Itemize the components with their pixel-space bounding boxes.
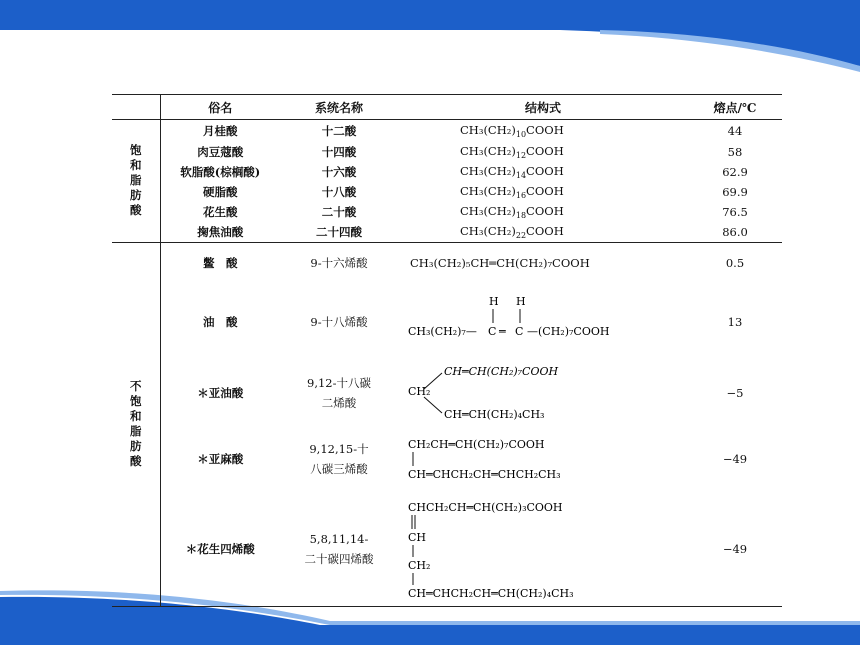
formula-segment: CH═CH(CH₂)₄CH₃ <box>444 408 545 421</box>
arachidonic-acid-structure <box>398 497 688 601</box>
systematic-name-line: 八碳三烯酸 <box>310 462 368 476</box>
melting-point: 58 <box>727 144 743 159</box>
systematic-name: 十二酸 <box>321 123 357 138</box>
structural-formula <box>398 182 688 202</box>
header-common-name: 俗名 <box>160 95 280 120</box>
formula-suffix: COOH <box>526 203 564 218</box>
melting-point: 62.9 <box>722 164 748 179</box>
group-char: 饱 <box>130 143 142 158</box>
structural-formula <box>398 162 688 182</box>
formula-subscript: 14 <box>515 170 527 180</box>
systematic-name-line: 5,8,11,14- <box>309 531 369 546</box>
systematic-name: 9-十八烯酸 <box>310 315 368 329</box>
common-name: 肉豆蔻酸 <box>197 144 244 159</box>
formula-prefix: CH₃(CH₂) <box>460 163 516 178</box>
systematic-name: 二十酸 <box>321 204 357 219</box>
common-name: 月桂酸 <box>203 123 238 138</box>
melting-point: −5 <box>726 386 744 400</box>
formula-suffix: COOH <box>526 143 564 158</box>
common-name: 花生酸 <box>203 204 238 219</box>
common-name: ＊花生四烯酸 <box>160 492 280 606</box>
table-row <box>112 120 782 142</box>
systematic-name <box>280 426 398 492</box>
header-systematic-name: 系统名称 <box>280 95 398 120</box>
group-char: 和 <box>130 409 142 423</box>
common-name: ＊亚麻酸 <box>197 452 244 466</box>
common-name: 鳖 酸 <box>203 256 238 271</box>
group-label-unsaturated <box>112 242 160 606</box>
systematic-name: 十四酸 <box>321 144 357 159</box>
melting-point: 13 <box>727 315 743 329</box>
formula-segment: C <box>488 325 497 338</box>
systematic-name: 十八酸 <box>321 184 357 199</box>
group-char: 酸 <box>130 203 142 218</box>
melting-point: 86.0 <box>688 222 782 243</box>
formula-suffix: COOH <box>526 163 564 178</box>
group-char: 脂 <box>130 173 142 188</box>
common-name: 硬脂酸 <box>203 184 238 199</box>
header-structure: 结构式 <box>398 95 688 120</box>
structural-formula <box>398 120 688 142</box>
double-bond: ═ <box>499 325 506 338</box>
systematic-name: 9-十六烯酸 <box>310 256 368 271</box>
formula-suffix: COOH <box>526 183 564 198</box>
formula-segment: —(CH₂)₇COOH <box>527 325 610 338</box>
table-row <box>112 202 782 222</box>
formula-segment: CH═CHCH₂CH═CH(CH₂)₄CH₃ <box>408 586 574 600</box>
formula-segment: C <box>515 325 524 338</box>
structural-formula <box>398 492 688 606</box>
systematic-name-line: 9,12,15-十 <box>309 442 369 456</box>
systematic-name: 二十四酸 <box>280 222 398 243</box>
formula-suffix: COOH <box>526 223 564 238</box>
formula-segment: CH═CHCH₂CH═CHCH₂CH₃ <box>408 468 561 481</box>
structural-formula <box>398 284 688 360</box>
table-row <box>112 492 782 606</box>
formula-subscript: 18 <box>515 210 527 220</box>
table-row <box>112 242 782 284</box>
group-label-saturated <box>112 120 160 243</box>
formula-subscript: 10 <box>515 129 527 139</box>
linolenic-acid-structure <box>398 434 688 484</box>
group-char: 酸 <box>130 454 142 468</box>
melting-point: 76.5 <box>722 204 748 219</box>
hydrogen-label: H <box>516 295 526 308</box>
formula-subscript: 16 <box>515 190 527 200</box>
formula-prefix: CH₃(CH₂) <box>460 143 516 158</box>
formula-prefix: CH₃(CH₂) <box>460 122 516 137</box>
structural-formula <box>398 142 688 162</box>
table-row <box>112 182 782 202</box>
formula-prefix: CH₃(CH₂) <box>460 183 516 198</box>
fatty-acid-grid <box>112 94 782 607</box>
formula-segment: CH <box>408 530 427 544</box>
systematic-name-line: 二十碳四烯酸 <box>304 551 374 566</box>
formula-subscript: 12 <box>515 150 527 160</box>
table-row <box>112 162 782 182</box>
systematic-name <box>280 492 398 606</box>
common-name: ＊亚油酸 <box>197 386 244 400</box>
group-char: 和 <box>130 158 142 173</box>
common-name: 软脂酸(棕榈酸) <box>180 164 261 179</box>
formula-segment: CH═CH(CH₂)₇COOH <box>444 365 559 378</box>
formula-subscript: 22 <box>515 230 527 240</box>
table-row <box>112 222 782 243</box>
formula-segment: CH₂CH═CH(CH₂)₇COOH <box>408 438 545 451</box>
header-melting-point: 熔点/℃ <box>688 95 782 120</box>
top-banner-shape <box>0 0 860 66</box>
header-row <box>112 95 782 120</box>
structural-formula <box>398 222 688 243</box>
bond-line <box>424 397 442 413</box>
header-group <box>112 95 160 120</box>
melting-point: −49 <box>722 452 748 466</box>
linoleic-acid-structure <box>398 363 688 423</box>
systematic-name-line: 9,12-十八碳 <box>307 376 371 390</box>
structural-formula <box>398 360 688 426</box>
formula-segment: CHCH₂CH═CH(CH₂)₃COOH <box>408 500 563 514</box>
group-char: 肪 <box>130 439 142 453</box>
bond-line <box>424 373 442 389</box>
group-char: 肪 <box>130 188 142 203</box>
formula-segment: CH₂ <box>408 558 431 572</box>
table-row <box>112 360 782 426</box>
group-char: 不 <box>130 379 142 393</box>
formula-segment: CH₃(CH₂)₇— <box>408 325 477 338</box>
melting-point: 0.5 <box>725 256 745 271</box>
group-char: 脂 <box>130 424 142 438</box>
top-banner <box>0 0 860 72</box>
melting-point: 44 <box>727 123 743 138</box>
structural-formula: CH₃(CH₂)₅CH═CH(CH₂)₇COOH <box>410 256 590 271</box>
hydrogen-label: H <box>489 295 499 308</box>
formula-prefix: CH₃(CH₂) <box>460 203 516 218</box>
systematic-name <box>280 360 398 426</box>
table-row <box>112 142 782 162</box>
structural-formula <box>398 426 688 492</box>
systematic-name-line: 二烯酸 <box>321 396 357 410</box>
melting-point: 69.9 <box>722 184 748 199</box>
common-name: 掬焦油酸 <box>160 222 280 243</box>
formula-prefix: CH₃(CH₂) <box>460 223 516 238</box>
formula-segment: CH₂ <box>408 385 431 398</box>
group-char: 饱 <box>130 394 142 408</box>
table-row <box>112 284 782 360</box>
structural-formula <box>398 202 688 222</box>
common-name: 油 酸 <box>203 315 238 329</box>
formula-suffix: COOH <box>526 122 564 137</box>
oleic-acid-structure <box>398 291 688 353</box>
table-row <box>112 426 782 492</box>
fatty-acid-table <box>112 94 782 600</box>
melting-point: −49 <box>688 492 782 606</box>
systematic-name: 十六酸 <box>321 164 357 179</box>
